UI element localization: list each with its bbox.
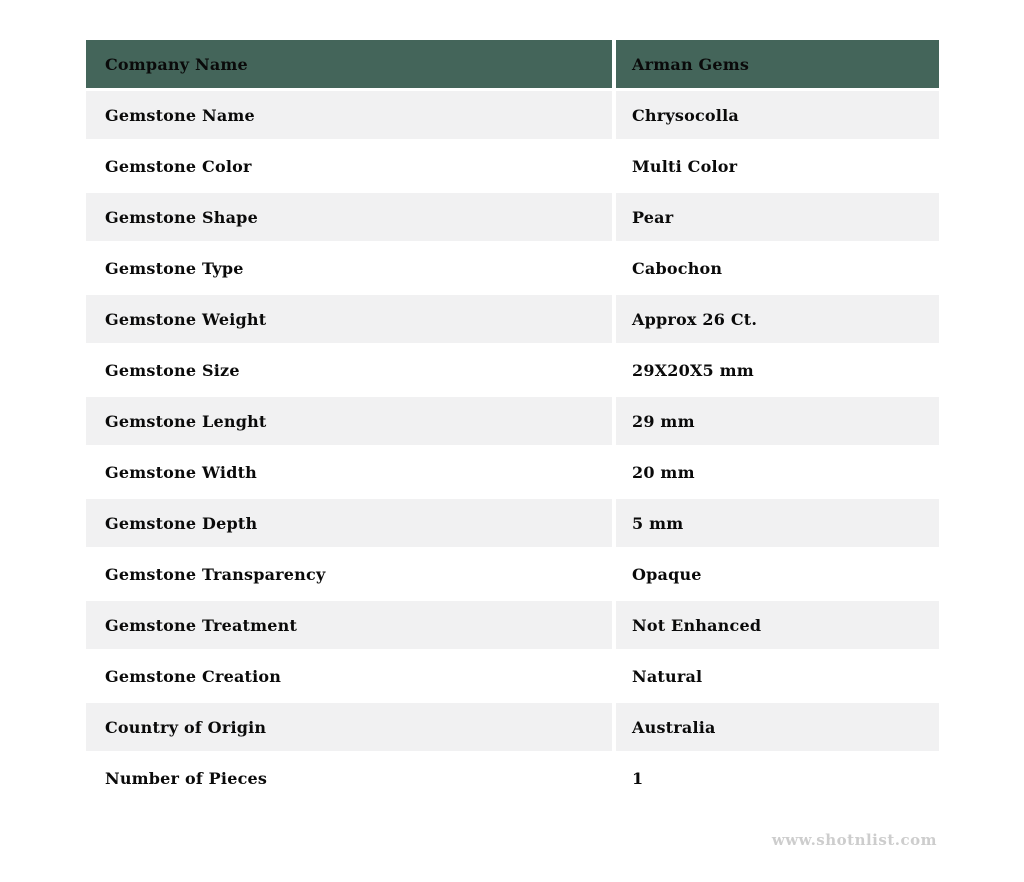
row-value: Pear: [616, 193, 939, 241]
table-row: [86, 448, 939, 496]
row-label: Gemstone Name: [86, 91, 616, 139]
row-label: Gemstone Shape: [86, 193, 616, 241]
row-label: Gemstone Lenght: [86, 397, 616, 445]
table-row: [86, 346, 939, 394]
row-label: Gemstone Depth: [86, 499, 616, 547]
row-value: Chrysocolla: [616, 91, 939, 139]
row-value: 29X20X5 mm: [616, 346, 939, 394]
row-value: Multi Color: [616, 142, 939, 190]
row-value: Opaque: [616, 550, 939, 598]
row-label: Gemstone Transparency: [86, 550, 616, 598]
row-value: 1: [616, 754, 939, 802]
row-value: 5 mm: [616, 499, 939, 547]
table-row: [86, 193, 939, 241]
row-value: Natural: [616, 652, 939, 700]
row-label: Gemstone Color: [86, 142, 616, 190]
row-value: 20 mm: [616, 448, 939, 496]
row-value: Cabochon: [616, 244, 939, 292]
company-name-header-cell: Company Name: [86, 40, 616, 88]
table-header-row: [86, 40, 939, 88]
spec-table-body: [86, 91, 939, 802]
table-row: [86, 397, 939, 445]
row-label: Gemstone Weight: [86, 295, 616, 343]
row-label: Gemstone Type: [86, 244, 616, 292]
row-label: Gemstone Size: [86, 346, 616, 394]
row-label: Gemstone Creation: [86, 652, 616, 700]
company-value-header-cell: Arman Gems: [616, 40, 939, 88]
row-label: Gemstone Treatment: [86, 601, 616, 649]
table-row: [86, 499, 939, 547]
row-label: Gemstone Width: [86, 448, 616, 496]
row-label: Country of Origin: [86, 703, 616, 751]
table-row: [86, 703, 939, 751]
row-label: Number of Pieces: [86, 754, 616, 802]
table-row: [86, 244, 939, 292]
gemstone-spec-table: [86, 40, 939, 805]
table-row: [86, 142, 939, 190]
row-value: 29 mm: [616, 397, 939, 445]
table-row: [86, 91, 939, 139]
table-row: [86, 550, 939, 598]
table-row: [86, 295, 939, 343]
row-value: Not Enhanced: [616, 601, 939, 649]
row-value: Australia: [616, 703, 939, 751]
table-row: [86, 652, 939, 700]
site-watermark: www.shotnlist.com: [771, 831, 937, 849]
row-value: Approx 26 Ct.: [616, 295, 939, 343]
table-row: [86, 754, 939, 802]
table-row: [86, 601, 939, 649]
